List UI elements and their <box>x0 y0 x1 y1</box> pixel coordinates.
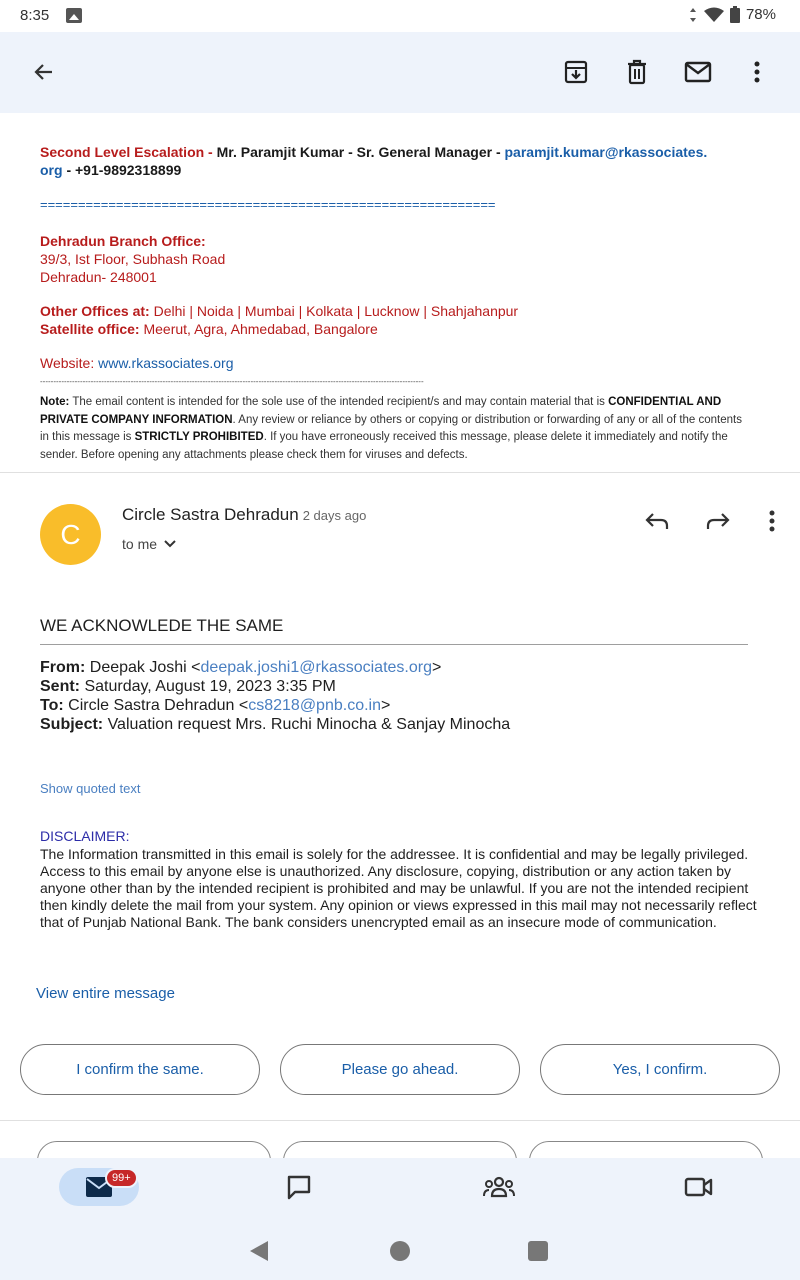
nav-spaces[interactable] <box>459 1168 539 1206</box>
system-back-button[interactable] <box>246 1238 272 1264</box>
more-vertical-icon <box>754 61 760 83</box>
disclaimer-title: DISCLAIMER: <box>40 828 130 844</box>
status-time: 8:35 <box>20 7 50 24</box>
to-email-link[interactable]: cs8218@pnb.co.in <box>248 697 381 714</box>
reply-button[interactable] <box>639 503 675 539</box>
chevron-down-icon <box>163 539 177 549</box>
message-time: 2 days ago <box>302 508 367 523</box>
escalation-line: Second Level Escalation - Mr. Paramjit Kumar - Sr. General Manager - paramjit.kumar@rkassociates. org - +91-9892318899 <box>40 144 708 178</box>
archive-icon <box>563 59 589 85</box>
disclaimer-text: The Information transmitted in this email is solely for the addressee. It is confidential and may be legally privileged. Access to this email by anyone else is unauthorized. Any disclosure, copying, distribution or any action taken by anyone other than by the intended recipient is prohibited and may be unlawful. If you are not the intended recipient then kindly delete the mail from your system. Any opinion or views expressed in this mail may not necessarily reflect that of Punjab National Bank. The bank considers unencrypted email as an insecure mode of communication. <box>40 846 757 930</box>
dash-separator: ------------------------------------------------------------------------------------------------------------------------------------------------ <box>40 377 424 386</box>
smart-reply-2[interactable]: Please go ahead. <box>280 1044 520 1095</box>
actions-divider <box>0 1120 800 1121</box>
escalation-email-link-cont[interactable]: org <box>40 162 63 178</box>
recents-icon <box>527 1240 549 1262</box>
people-icon <box>483 1175 515 1199</box>
recipient-label: to me <box>122 536 158 552</box>
separator-line: ============================================================ <box>40 197 496 212</box>
system-home-button[interactable] <box>387 1238 413 1264</box>
sender-avatar[interactable]: C <box>40 504 101 565</box>
sender-name: Circle Sastra Dehradun <box>122 505 299 524</box>
system-recents-button[interactable] <box>525 1238 551 1264</box>
nav-mail[interactable] <box>59 1168 139 1206</box>
branch-address-2: Dehradun- 248001 <box>40 269 157 285</box>
from-email-link[interactable]: deepak.joshi1@rkassociates.org <box>200 659 432 676</box>
nav-chat[interactable] <box>259 1168 339 1206</box>
confidentiality-note: Note: The email content is intended for the sole use of the intended recipient/s and may contain material that is CONFIDENTIAL AND PRIVATE COMPANY INFORMATION. Any review or reliance by others or copying or distribution or forwarding of any or all of the contents in this message is STRICTLY PROHIBITED. If you have erroneously received this message, please delete it immediately and notify the sender. Before opening any attachments please check them for viruses and defects. <box>40 396 742 461</box>
subject-line: Subject: Valuation request Mrs. Ruchi Minocha & Sanjay Minocha <box>40 716 511 733</box>
battery-percent: 78% <box>745 6 776 23</box>
status-bar <box>0 0 800 32</box>
website-link[interactable]: www.rkassociates.org <box>98 355 234 371</box>
bottom-nav <box>0 1158 800 1220</box>
arrow-left-icon <box>32 60 56 84</box>
mail-icon <box>684 61 712 83</box>
message-divider <box>0 472 800 473</box>
website-line: Website: www.rkassociates.org <box>40 355 234 371</box>
wifi-icon <box>704 7 724 23</box>
escalation-email-link[interactable]: paramjit.kumar@rkassociates. <box>504 144 708 160</box>
status-indicators <box>688 6 776 23</box>
archive-button[interactable] <box>556 52 596 92</box>
image-notification-icon <box>66 8 82 23</box>
action-chip-reply[interactable] <box>37 1141 271 1158</box>
branch-address-1: 39/3, Ist Floor, Subhash Road <box>40 251 226 267</box>
forwarded-header <box>40 658 510 734</box>
to-line: To: Circle Sastra Dehradun <cs8218@pnb.co.in> <box>40 697 391 714</box>
chat-icon <box>285 1173 313 1201</box>
unread-badge: 99+ <box>105 1168 138 1188</box>
body-heading: WE ACKNOWLEDE THE SAME <box>40 616 284 635</box>
sent-line: Sent: Saturday, August 19, 2023 3:35 PM <box>40 678 336 695</box>
email-content <box>0 113 800 1158</box>
mark-unread-button[interactable] <box>678 52 718 92</box>
branch-title: Dehradun Branch Office: <box>40 233 206 249</box>
back-icon <box>248 1240 270 1262</box>
signature-block <box>40 143 760 464</box>
reply-icon <box>644 511 670 531</box>
app-bar <box>0 32 800 113</box>
trash-icon <box>625 59 649 85</box>
more-options-button[interactable] <box>737 52 777 92</box>
delete-button[interactable] <box>617 52 657 92</box>
show-quoted-text-link[interactable]: Show quoted text <box>40 781 141 796</box>
recipient-details-toggle[interactable] <box>122 536 177 552</box>
video-icon <box>684 1176 714 1198</box>
from-line: From: Deepak Joshi <deepak.joshi1@rkassociates.org> <box>40 659 442 676</box>
forward-button[interactable] <box>700 503 736 539</box>
smart-reply-3[interactable]: Yes, I confirm. <box>540 1044 780 1095</box>
nav-meet[interactable] <box>659 1168 739 1206</box>
sender-line[interactable] <box>122 505 366 525</box>
battery-icon <box>730 6 740 23</box>
home-icon <box>389 1240 411 1262</box>
more-vertical-icon <box>769 510 775 532</box>
system-nav <box>0 1220 800 1280</box>
message-more-button[interactable] <box>754 503 790 539</box>
back-button[interactable] <box>24 52 64 92</box>
data-arrows-icon <box>688 7 698 23</box>
action-chip-reply-all[interactable] <box>283 1141 517 1158</box>
forward-icon <box>705 511 731 531</box>
action-chip-forward[interactable] <box>529 1141 763 1158</box>
view-entire-message-link[interactable]: View entire message <box>36 985 175 1002</box>
branch-office <box>40 232 760 286</box>
smart-reply-1[interactable]: I confirm the same. <box>20 1044 260 1095</box>
other-offices: Other Offices at: Delhi | Noida | Mumbai | Kolkata | Lucknow | Shahjahanpur Satellite office: Meerut, Agra, Ahmedabad, Bangalore <box>40 303 519 337</box>
body-rule <box>40 644 748 645</box>
